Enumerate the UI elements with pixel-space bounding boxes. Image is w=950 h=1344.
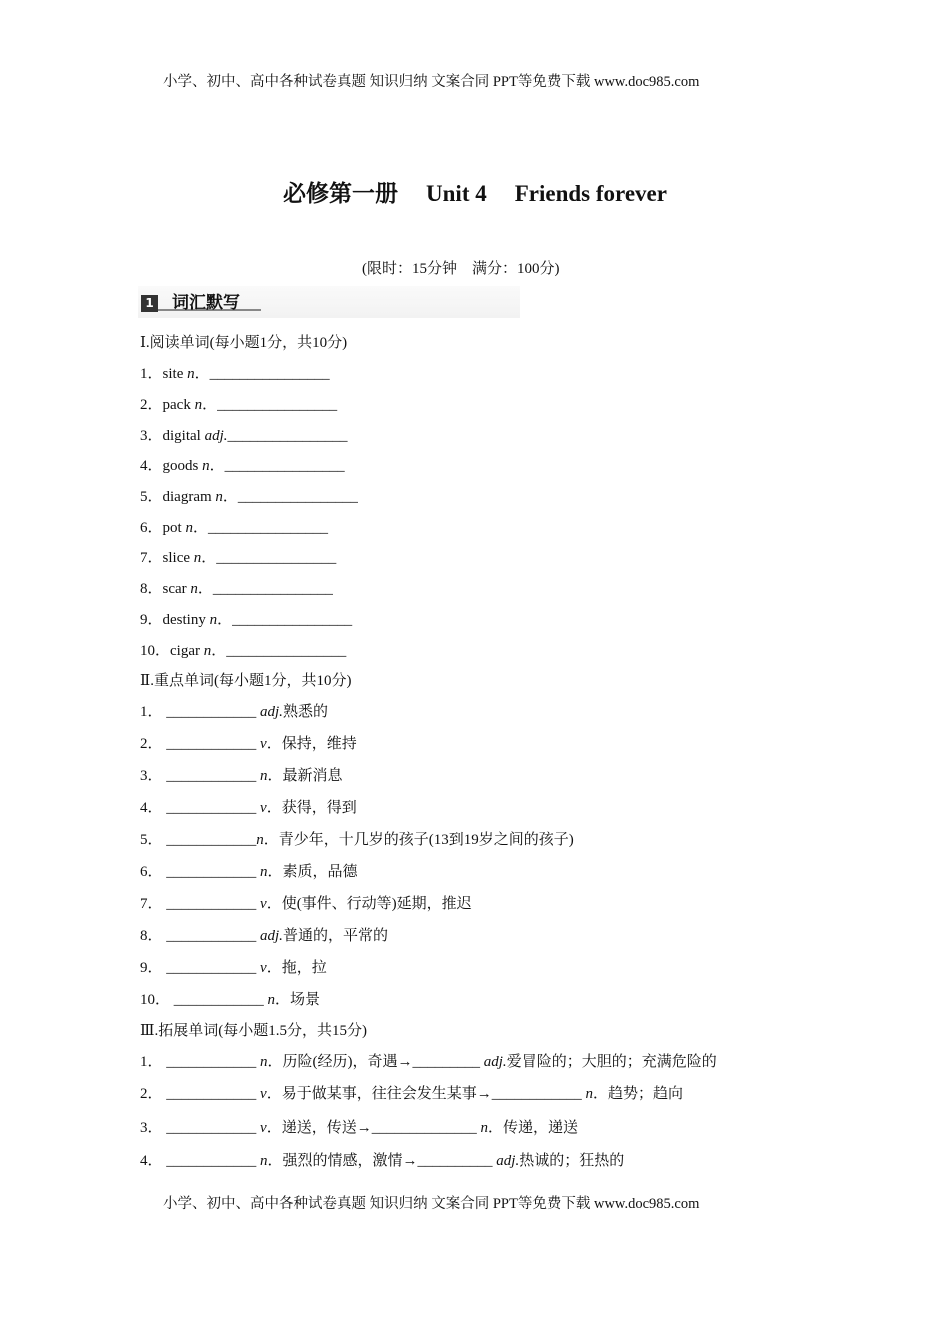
item-word: destiny	[162, 612, 210, 628]
part-of-speech: adj.	[204, 428, 228, 444]
part-of-speech-2: n	[585, 1086, 593, 1102]
part-of-speech: n	[260, 768, 268, 784]
item-meaning: ．青少年，十几岁的孩子(13到19岁之间的孩子)	[263, 832, 574, 848]
exercise-item	[140, 485, 358, 506]
part-of-speech: v	[260, 736, 267, 752]
part-of-speech: n	[260, 864, 268, 880]
answer-blank: ____________	[166, 896, 261, 912]
item-meaning: ．保持，维持	[266, 736, 357, 752]
item-meaning: ．________________	[217, 612, 353, 628]
item-meaning-2: 热诚的；狂热的	[519, 1153, 625, 1169]
item-number: 4．	[140, 458, 163, 474]
item-number: 7．	[140, 550, 163, 566]
exercise-item	[140, 393, 337, 414]
item-number: 4．	[140, 800, 163, 816]
item-meaning: ．使(事件、行动等)延期，推迟	[266, 896, 472, 912]
part-of-speech-2: adj.	[496, 1153, 520, 1169]
answer-blank: ____________	[173, 992, 268, 1008]
part-of-speech: n	[190, 581, 198, 597]
part-of-speech: n	[187, 366, 195, 382]
item-number: 6．	[140, 864, 163, 880]
item-number: 1．	[140, 704, 163, 720]
item-meaning: ．________________	[202, 397, 338, 413]
exercise-item	[140, 1050, 717, 1071]
page-footer: 小学、初中、高中各种试卷真题 知识归纳 文案合同 PPT等免费下载 www.doc985.com	[163, 1196, 700, 1212]
exercise-item	[140, 828, 574, 849]
item-number: 9．	[140, 960, 163, 976]
item-word: scar	[162, 581, 191, 597]
part-of-speech: adj.	[260, 928, 283, 944]
answer-blank: ____________	[166, 736, 261, 752]
item-number: 2．	[140, 736, 163, 752]
item-number: 7．	[140, 896, 163, 912]
item-meaning: 熟悉的	[282, 704, 328, 720]
item-number: 6．	[140, 520, 163, 536]
exercise-item	[140, 796, 357, 817]
exercise-item	[140, 1116, 578, 1137]
exercise-item	[140, 362, 330, 383]
section-heading: Ⅲ.拓展单词(每小题1.5分，共15分)	[140, 1023, 367, 1039]
item-number: 1．	[140, 1054, 163, 1070]
item-meaning: ．________________	[194, 366, 330, 382]
part-of-speech: n	[194, 397, 203, 413]
item-number: 5．	[140, 489, 163, 505]
item-meaning: ．________________	[192, 520, 328, 536]
section-banner-label: 词汇默写	[172, 293, 240, 313]
item-meaning: ．强烈的情感，激情→__________	[267, 1153, 497, 1169]
section-heading: Ⅰ.阅读单词(每小题1分，共10分)	[140, 335, 348, 351]
item-meaning-2: ．趋势；趋向	[592, 1086, 683, 1102]
section-banner	[138, 286, 520, 318]
item-number: 3．	[140, 1120, 163, 1136]
item-meaning: ．获得，得到	[266, 800, 357, 816]
part-of-speech: n	[267, 992, 276, 1008]
part-of-speech: n	[260, 1153, 268, 1169]
part-of-speech: n	[256, 832, 264, 848]
exercise-item	[140, 924, 388, 945]
answer-blank: ____________	[166, 800, 261, 816]
page-title	[0, 175, 950, 208]
item-meaning: ．________________	[209, 458, 345, 474]
exercise-item	[140, 764, 343, 785]
part-of-speech: n	[209, 612, 218, 628]
part-of-speech: n	[260, 1054, 268, 1070]
item-meaning: ．最新消息	[267, 768, 343, 784]
part-of-speech: v	[260, 800, 267, 816]
part-of-speech: n	[185, 520, 193, 536]
item-number: 8．	[140, 928, 163, 944]
item-number: 10．	[140, 992, 171, 1008]
exercise-item	[140, 546, 336, 567]
item-number: 4．	[140, 1153, 163, 1169]
answer-blank: ____________	[166, 1086, 261, 1102]
answer-blank: ____________	[166, 768, 261, 784]
part-of-speech: v	[260, 960, 267, 976]
item-meaning: ．易于做某事，往往会发生某事→____________	[266, 1086, 586, 1102]
part-of-speech: n	[202, 458, 210, 474]
part-of-speech: n	[203, 643, 212, 659]
answer-blank: ____________	[166, 1120, 261, 1136]
exercise-item	[140, 424, 348, 445]
exercise-item	[140, 454, 345, 475]
item-number: 8．	[140, 581, 163, 597]
exercise-item	[140, 956, 327, 977]
item-number: 2．	[140, 397, 163, 413]
part-of-speech-2: adj.	[483, 1054, 507, 1070]
item-number: 10．	[140, 643, 171, 659]
title-unit: Unit 4	[426, 181, 487, 206]
part-of-speech-2: n	[480, 1120, 488, 1136]
answer-blank: ____________	[166, 832, 257, 848]
item-word: cigar	[170, 643, 204, 659]
answer-blank: ____________	[166, 864, 261, 880]
item-meaning-2: ．传递，递送	[487, 1120, 578, 1136]
part-of-speech: v	[260, 896, 267, 912]
item-meaning: ________________	[227, 428, 348, 444]
item-number: 3．	[140, 428, 163, 444]
title-name: Friends forever	[514, 181, 667, 206]
section-number-badge: 1	[141, 295, 158, 312]
item-number: 1．	[140, 366, 163, 382]
time-limit: (限时：15分钟 满分：100分)	[362, 261, 560, 277]
answer-blank: ____________	[166, 928, 261, 944]
item-word: pot	[162, 520, 186, 536]
answer-blank: ____________	[166, 1153, 261, 1169]
item-meaning: ．________________	[201, 550, 337, 566]
exercise-item	[140, 639, 346, 660]
exercise-item	[140, 1149, 624, 1170]
answer-blank: ____________	[166, 960, 261, 976]
exercise-item	[140, 700, 328, 721]
item-number: 9．	[140, 612, 163, 628]
item-meaning: ．拖，拉	[266, 960, 327, 976]
item-meaning: ．________________	[222, 489, 358, 505]
item-word: goods	[162, 458, 203, 474]
item-number: 5．	[140, 832, 163, 848]
item-word: site	[162, 366, 188, 382]
item-word: digital	[162, 428, 205, 444]
item-meaning-2: 爱冒险的；大胆的；充满危险的	[506, 1054, 717, 1070]
item-meaning: ．递送，传送→______________	[266, 1120, 481, 1136]
page-header: 小学、初中、高中各种试卷真题 知识归纳 文案合同 PPT等免费下载 www.doc985.com	[163, 74, 700, 90]
answer-blank: ____________	[166, 704, 261, 720]
exercise-item	[140, 892, 472, 913]
part-of-speech: n	[215, 489, 223, 505]
item-number: 2．	[140, 1086, 163, 1102]
item-meaning: ．场景	[275, 992, 321, 1008]
item-meaning: ．________________	[197, 581, 333, 597]
part-of-speech: n	[193, 550, 202, 566]
exercise-item	[140, 860, 358, 881]
item-meaning: 普通的，平常的	[282, 928, 388, 944]
item-word: pack	[162, 397, 195, 413]
section-heading: Ⅱ.重点单词(每小题1分，共10分)	[140, 673, 352, 689]
item-word: slice	[162, 550, 194, 566]
exercise-item	[140, 516, 328, 537]
title-book: 必修第一册	[283, 181, 399, 206]
item-meaning: ．历险(经历)，奇遇→_________	[267, 1054, 484, 1070]
item-number: 3．	[140, 768, 163, 784]
exercise-item	[140, 732, 357, 753]
exercise-item	[140, 608, 352, 629]
part-of-speech: adj.	[260, 704, 283, 720]
part-of-speech: v	[260, 1086, 267, 1102]
exercise-item	[140, 1082, 683, 1103]
item-meaning: ．素质，品德	[267, 864, 358, 880]
item-word: diagram	[162, 489, 216, 505]
item-meaning: ．________________	[211, 643, 347, 659]
exercise-item	[140, 988, 320, 1009]
part-of-speech: v	[260, 1120, 267, 1136]
answer-blank: ____________	[166, 1054, 261, 1070]
exercise-item	[140, 577, 333, 598]
